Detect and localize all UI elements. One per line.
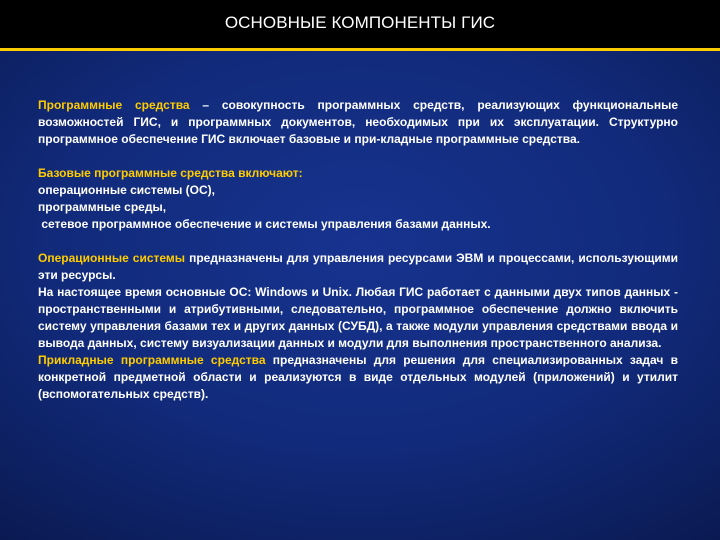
term-application-software: Прикладные программные средства bbox=[38, 353, 266, 367]
slide-header bbox=[0, 0, 720, 48]
slide-content bbox=[38, 97, 678, 403]
base-tools-item: сетевое программное обеспечение и системы управления базами данных. bbox=[38, 217, 491, 231]
operating-systems-text: предназначены для управления ресурсами ЭВМ и процессами, использующими эти ресурсы. bbox=[38, 251, 679, 282]
base-tools-heading: Базовые программные средства включают: bbox=[38, 166, 303, 180]
spacer bbox=[38, 233, 678, 250]
slide-title: ОСНОВНЫЕ КОМПОНЕНТЫ ГИС bbox=[224, 13, 496, 32]
paragraph-gis-data-types: На настоящее время основные ОС: Windows и Unix. Любая ГИС работает с данными двух типов данных - пространственными и атрибутивными, следовательно, программное обеспечение должно включить систему управления базами тех и других данных (СУБД), а также модули управления средствами ввода и вывода данных, систему визуализации данных и модули для выполнения пространственного анализа. bbox=[38, 285, 678, 350]
software-definition-text: – совокупность программных средств, реализующих функциональные возможностей ГИС, и программных документов, необходимых при их эксплуатации. Структурно программное обеспечение ГИС включает базовые и при-кладные программные средства. bbox=[38, 98, 679, 146]
paragraph-operating-systems bbox=[38, 250, 678, 284]
base-tools-block bbox=[38, 165, 678, 233]
application-software-text: предназначены для решения для специализированных задач в конкретной предметной области и реализуются в виде отдельных модулей (приложений) и утилит (вспомогательных средств). bbox=[38, 353, 678, 401]
spacer bbox=[38, 148, 678, 165]
base-tools-item: операционные системы (ОС), bbox=[38, 183, 215, 197]
base-tools-item: программные среды, bbox=[38, 200, 167, 214]
paragraph-application-software bbox=[38, 352, 678, 403]
header-divider bbox=[0, 48, 720, 51]
paragraph-software-definition bbox=[38, 97, 678, 148]
term-operating-systems: Операционные системы bbox=[38, 251, 186, 265]
term-software-tools: Программные средства bbox=[38, 98, 190, 112]
